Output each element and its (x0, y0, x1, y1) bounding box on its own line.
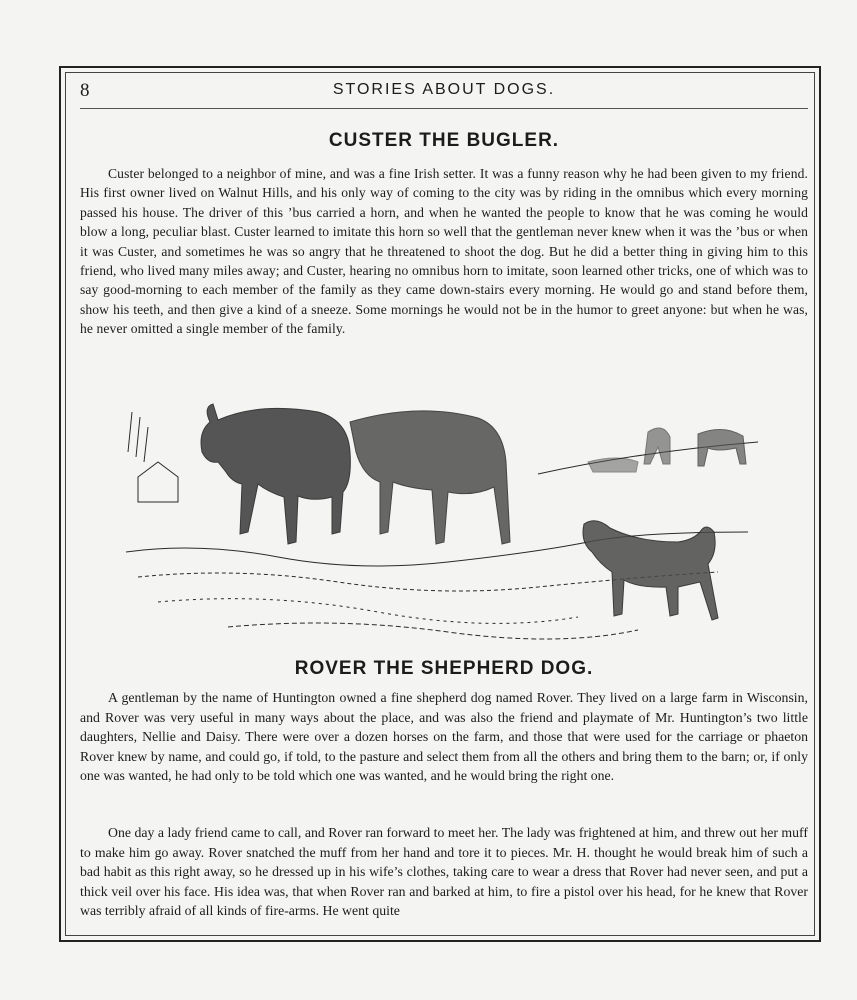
story-paragraph-custer: Custer belonged to a neighbor of mine, and was a fine Irish setter. It was a funny reason why he had been given to my friend. His first owner lived on Walnut Hills, and his only way of coming to the city was by riding in the omnibus which every morning passed his house. The driver of this ’bus carried a horn, and when he wanted the people to know that he was coming he would blow a long, peculiar blast. Custer learned to imitate this horn so well that the gentleman never knew when it was the ’bus or when it was Custer, and sometimes he was so angry that he threatened to shoot the dog. But he did a better thing in giving him to this friend, who lived many miles away; and Custer, hearing no omnibus horn to imitate, soon learned other tricks, one of which was to say good-morning to each member of the family as they came down-stairs every morning. He would go and stand before them, show his teeth, and then give a kind of a sneeze. Some mornings he would not be in the humor to greet anyone: but when he was, he never omitted a single member of the family. (80, 166, 808, 337)
page-number: 8 (80, 80, 90, 101)
story-paragraph-rover-1: A gentleman by the name of Huntington owned a fine shepherd dog named Rover. They lived on a large farm in Wisconsin, and Rover was very useful in many ways about the place, and was also the friend and playmate of Mr. Huntington’s two little daughters, Nellie and Daisy. There were over a dozen horses on the farm, and those that were used for the carriage or phaeton Rover knew by name, and could go, if told, to the pasture and select them from all the others and bring them to the barn; or, if only one was wanted, he had only to be told which one was wanted, and he would bring the right one. (80, 690, 808, 783)
horse-left (201, 404, 350, 544)
running-head (80, 80, 808, 104)
story-title-custer: CUSTER THE BUGLER. (328, 130, 560, 151)
header-rule (80, 108, 808, 109)
shepherd-dog (583, 521, 718, 620)
horses-and-dog-illustration (118, 392, 760, 642)
horse-right (350, 411, 510, 544)
story-paragraph-rover-2: One day a lady friend came to call, and Rover ran forward to meet her. The lady was frightened at him, and threw out her muff to make him go away. Rover snatched the muff from her hand and tore it to pieces. Mr. H. thought he would break him of such a bad habit as this right away, so he dressed up in his wife’s clothes, taking care to wear a dress that Rover had never seen, and put a thick veil over his face. His idea was, that when Rover ran and barked at him, to fire a pistol over his head, for he knew that Rover was terribly afraid of all kinds of fire-arms. He went quite (80, 825, 808, 918)
distant-horses (588, 428, 746, 472)
running-title: STORIES ABOUT DOGS. (332, 81, 556, 98)
story-title-rover: ROVER THE SHEPHERD DOG. (294, 658, 594, 679)
